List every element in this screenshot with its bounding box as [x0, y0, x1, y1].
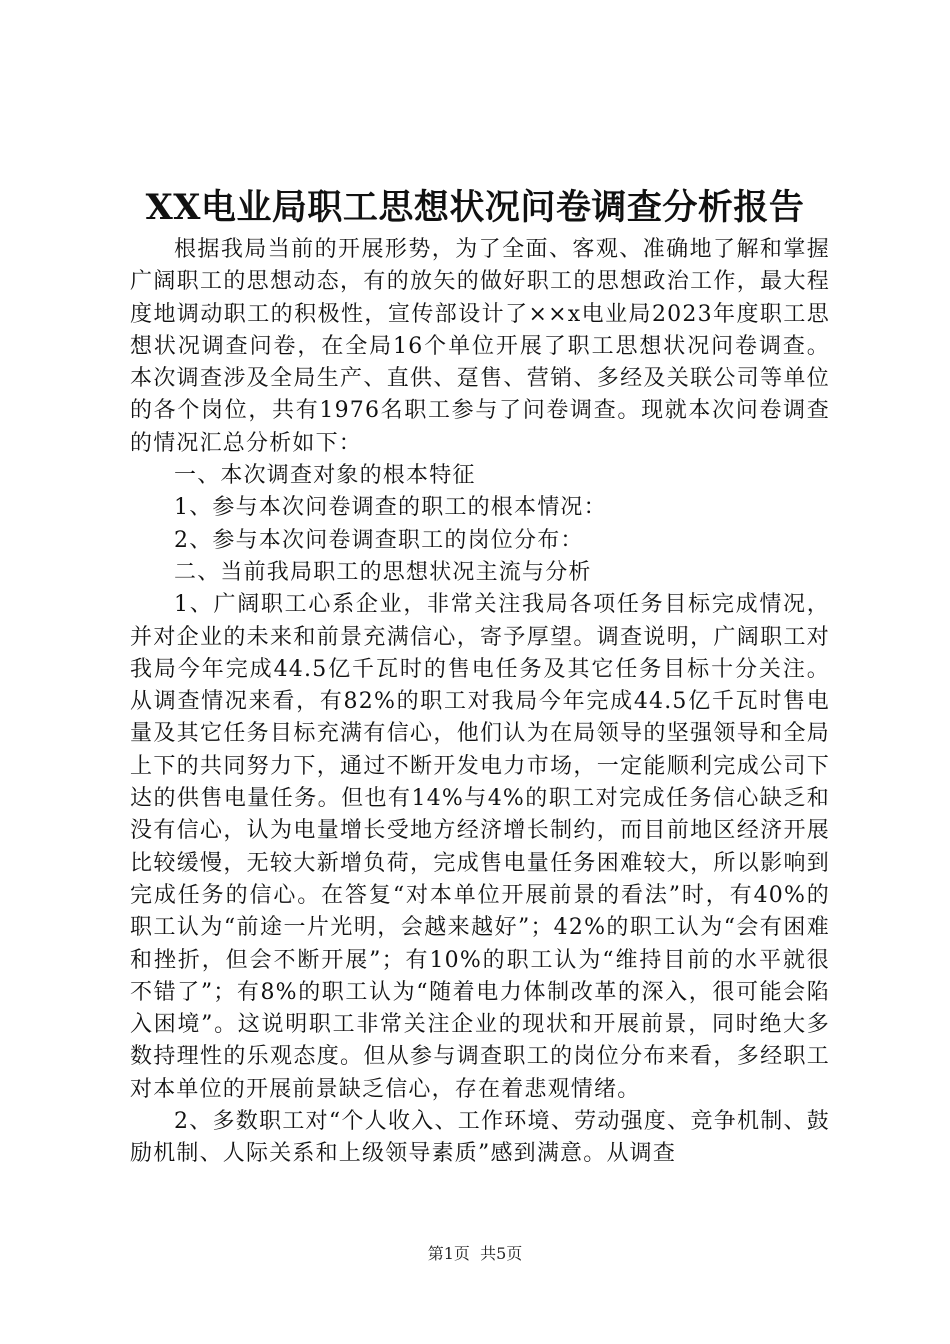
subheading-1-2: 2、参与本次问卷调查职工的岗位分布： — [174, 527, 584, 553]
heading-section-2: 二、当前我局职工的思想状况主流与分析 — [174, 559, 592, 585]
page-total: 共5页 — [480, 1244, 523, 1263]
document-title: XX电业局职工思想状况问卷调查分析报告 — [145, 187, 805, 228]
page-footer — [0, 1243, 950, 1265]
paragraph-analysis-2: 2、多数职工对“个人收入、工作环境、劳动强度、竞争机制、鼓励机制、人际关系和上级领导素质”感到满意。从调查 — [130, 1109, 830, 1167]
paragraph-intro: 根据我局当前的开展形势，为了全面、客观、准确地了解和掌握广阔职工的思想动态，有的放矢的做好职工的思想政治工作，最大程度地调动职工的积极性，宣传部设计了××x电业局2023年度职工思想状况调查问卷，在全局16个单位开展了职工思想状况问卷调查。本次调查涉及全局生产、直供、趸售、营销、多经及关联公司等单位的各个岗位，共有1976名职工参与了问卷调查。现就本次问卷调查的情况汇总分析如下： — [130, 237, 830, 456]
subheading-1-1: 1、参与本次问卷调查的职工的根本情况： — [174, 495, 607, 521]
page-number: 第1页 — [427, 1244, 470, 1263]
heading-section-1: 一、本次调查对象的根本特征 — [174, 463, 476, 489]
document-body — [130, 234, 830, 1171]
paragraph-analysis-1: 1、广阔职工心系企业，非常关注我局各项任务目标完成情况，并对企业的未来和前景充满信心，寄予厚望。调查说明，广阔职工对我局今年完成44.5亿千瓦时的售电任务及其它任务目标十分关注。从调查情况来看，有82%的职工对我局今年完成44.5亿千瓦时售电量及其它任务目标充满有信心，他们认为在局领导的坚强领导和全局上下的共同努力下，通过不断开发电力市场，一定能顺利完成公司下达的供售电量任务。但也有14%与4%的职工对完成任务信心缺乏和没有信心，认为电量增长受地方经济增长制约，而目前地区经济开展比较缓慢，无较大新增负荷，完成售电量任务困难较大，所以影响到完成任务的信心。在答复“对本单位开展前景的看法”时，有40%的职工认为“前途一片光明，会越来越好”；42%的职工认为“会有困难和挫折，但会不断开展”；有10%的职工认为“维持目前的水平就很不错了”；有8%的职工认为“随着电力体制改革的深入，很可能会陷入困境”。这说明职工非常关注企业的现状和开展前景，同时绝大多数持理性的乐观态度。但从参与调查职工的岗位分布来看，多经职工对本单位的开展前景缺乏信心，存在着悲观情绪。 — [130, 592, 830, 1102]
